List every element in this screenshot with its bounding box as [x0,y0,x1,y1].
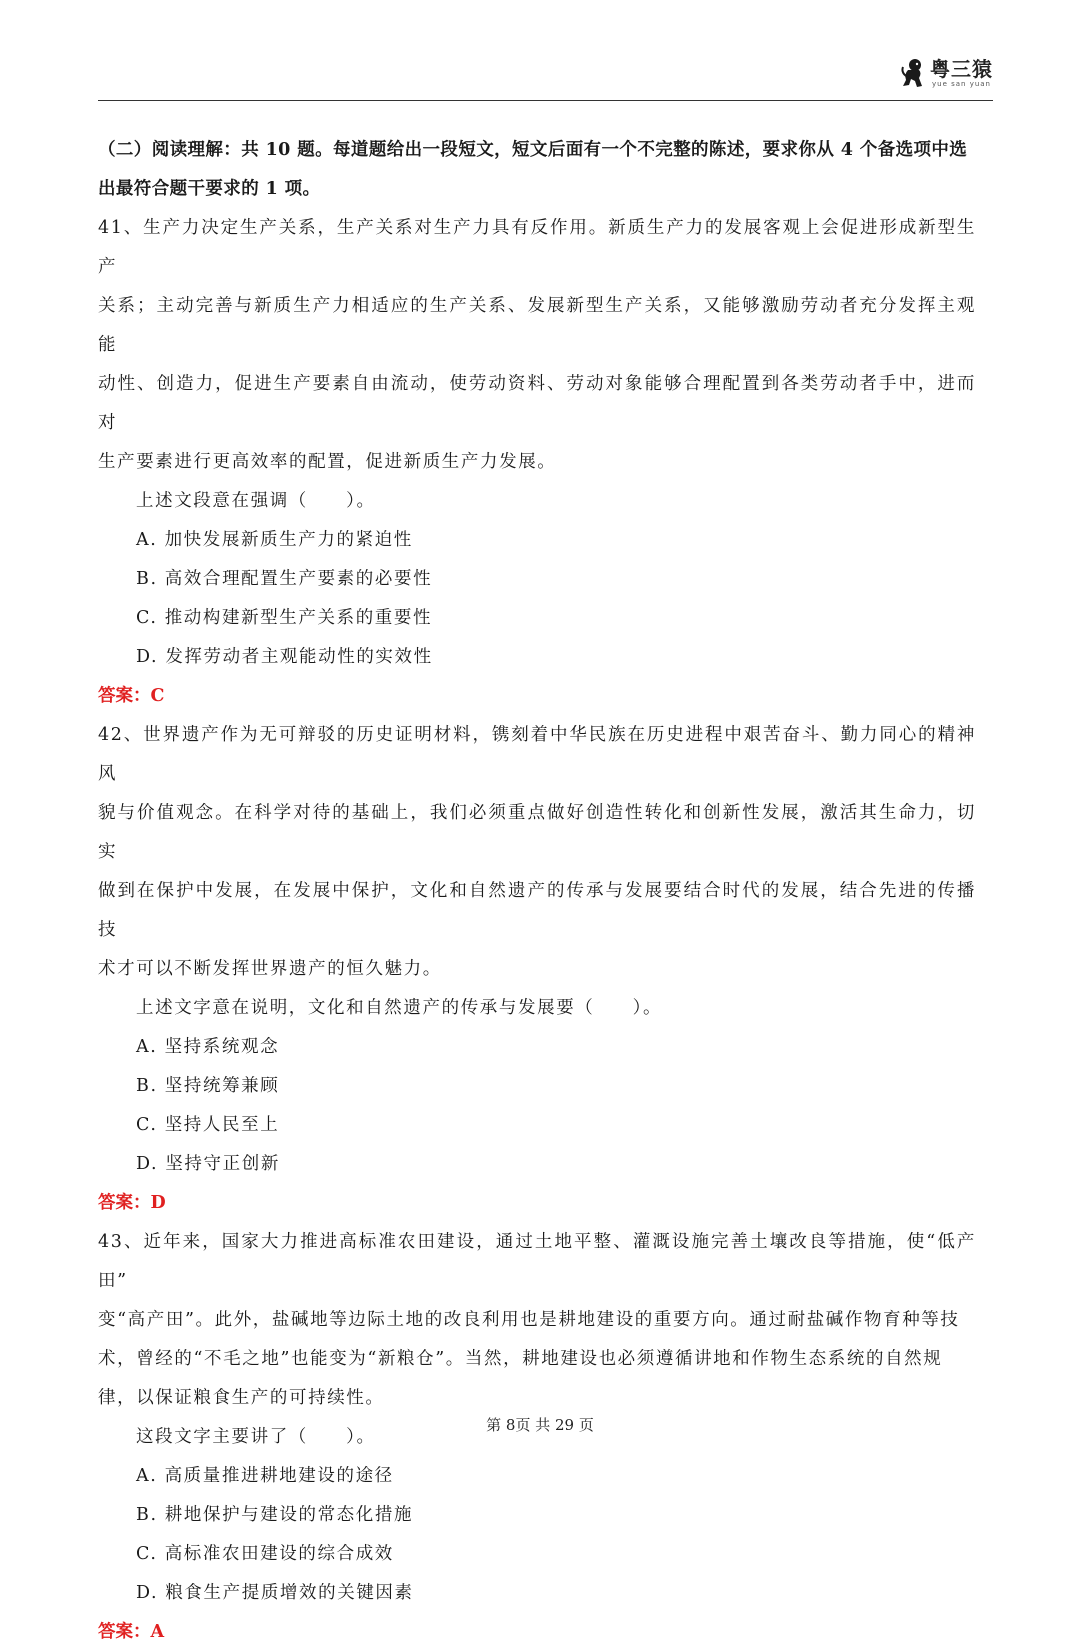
answer-label: 答案：D [98,1193,166,1213]
option-b: B. 高效合理配置生产要素的必要性 [136,569,433,589]
question-text-line: 关系；主动完善与新质生产力相适应的生产关系、发展新型生产关系，又能够激励劳动者充分发挥主观能 [98,296,976,355]
question-41 [98,209,976,716]
option-c: C. 坚持人民至上 [136,1115,280,1135]
page-header [98,54,993,101]
question-prompt: 上述文字意在说明，文化和自然遗产的传承与发展要（ ）。 [136,998,663,1018]
answer-label: 答案：A [98,1622,165,1642]
question-text-line: 貌与价值观念。在科学对待的基础上，我们必须重点做好创造性转化和创新性发展，激活其生命力，切实 [98,803,976,862]
question-text-line: 术，曾经的“不毛之地”也能变为“新粮仓”。当然，耕地建设也必须遵循讲地和作物生态系统的自然规 [98,1349,943,1369]
option-c: C. 推动构建新型生产关系的重要性 [136,608,433,628]
answer-label: 答案：C [98,686,165,706]
question-text-line: 做到在保护中发展，在发展中保护，文化和自然遗产的传承与发展要结合时代的发展，结合先进的传播技 [98,881,976,940]
option-a: A. 加快发展新质生产力的紧迫性 [136,530,413,550]
question-43 [98,1223,976,1652]
section-title: （二）阅读理解：共 10 题。每道题给出一段短文，短文后面有一个不完整的陈述，要求你从 4 个备选项中选出最符合题干要求的 1 项。 [98,140,968,199]
question-text-line: 42、世界遗产作为无可辩驳的历史证明材料，镌刻着中华民族在历史进程中艰苦奋斗、勤力同心的精神风 [98,725,976,784]
question-prompt: 上述文段意在强调（ ）。 [136,491,376,511]
question-text-line: 律，以保证粮食生产的可持续性。 [98,1388,385,1408]
option-c: C. 高标准农田建设的综合成效 [136,1544,394,1564]
logo-pinyin-name: yue san yuan [931,80,991,88]
question-text-line: 41、生产力决定生产关系，生产关系对生产力具有反作用。新质生产力的发展客观上会促进形成新型生产 [98,218,976,277]
logo-chinese-name: 粤三猿 [930,57,993,81]
page-number: 第 8页 共 29 页 [486,1416,594,1434]
question-prompt: 这段文字主要讲了（ ）。 [136,1427,376,1447]
question-text-line: 变“高产田”。此外，盐碱地等边际土地的改良利用也是耕地建设的重要方向。通过耐盐碱作物育种等技 [98,1310,960,1330]
question-text-line: 生产要素进行更高效率的配置，促进新质生产力发展。 [98,452,557,472]
option-d: D. 坚持守正创新 [136,1154,280,1174]
brand-logo [900,58,993,89]
option-a: A. 高质量推进耕地建设的途径 [136,1466,394,1486]
option-d: D. 粮食生产提质增效的关键因素 [136,1583,414,1603]
question-text-line: 术才可以不断发挥世界遗产的恒久魅力。 [98,959,442,979]
option-b: B. 坚持统筹兼顾 [136,1076,280,1096]
question-42 [98,716,976,1223]
option-b: B. 耕地保护与建设的常态化措施 [136,1505,414,1525]
monkey-logo-icon [900,58,926,88]
option-d: D. 发挥劳动者主观能动性的实效性 [136,647,433,667]
question-text-line: 动性、创造力，促进生产要素自由流动，使劳动资料、劳动对象能够合理配置到各类劳动者手中，进而对 [98,374,976,433]
question-text-line: 43、近年来，国家大力推进高标准农田建设，通过土地平整、灌溉设施完善土壤改良等措施，使“低产田” [98,1232,976,1291]
option-a: A. 坚持系统观念 [136,1037,280,1057]
